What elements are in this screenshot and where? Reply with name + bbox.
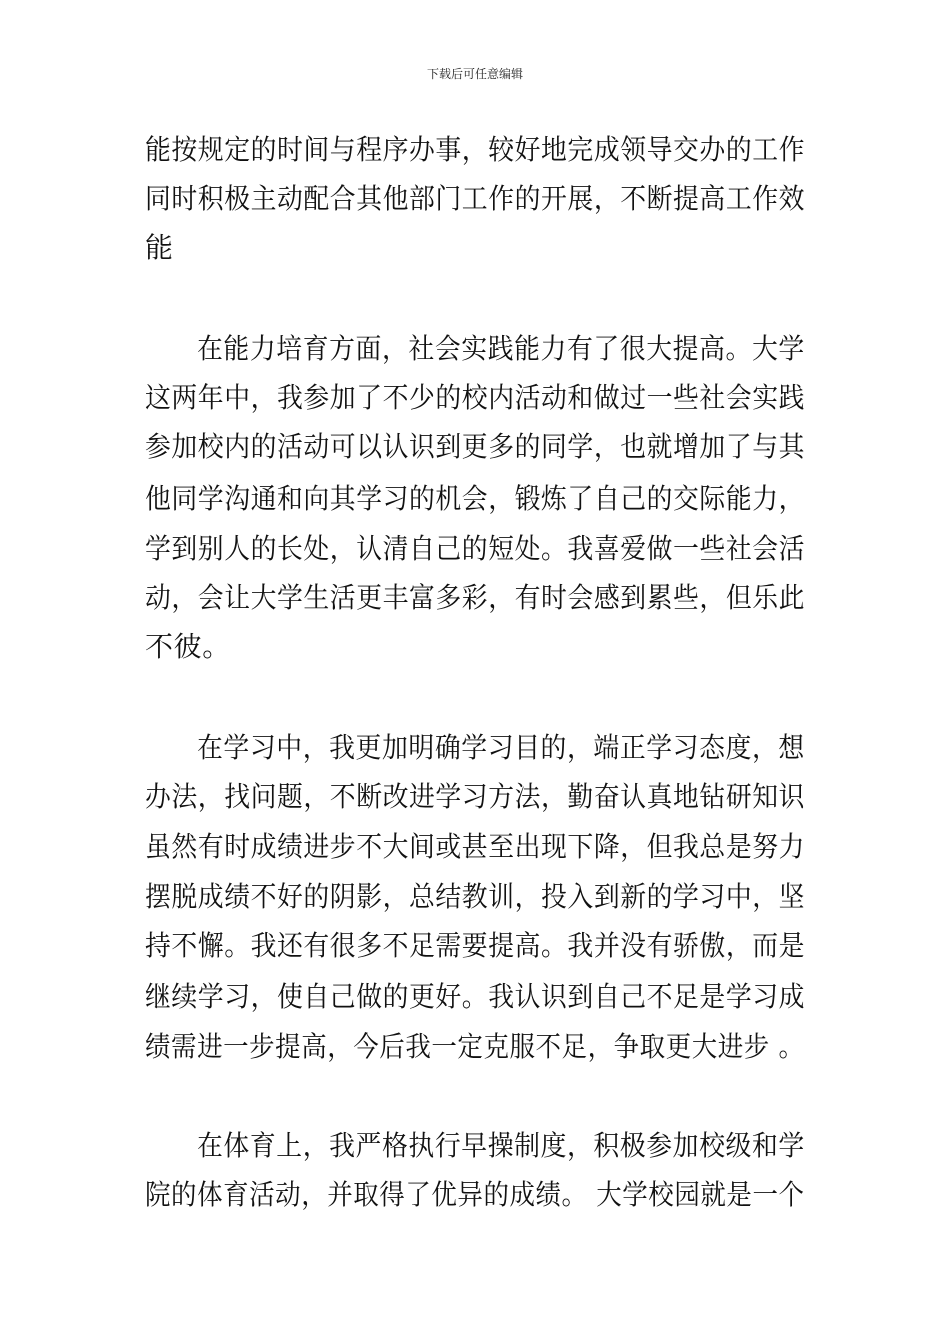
text-line: 院的体育活动，并取得了优异的成绩。 大学校园就是一个 xyxy=(145,1178,805,1211)
text-line: 能按规定的时间与程序办事，较好地完成领导交办的工作 xyxy=(145,133,806,166)
text-line: 继续学习，使自己做的更好。我认识到自己不足是学习成 xyxy=(145,980,806,1013)
text-line: 在体育上，我严格执行早操制度，积极参加校级和学 xyxy=(197,1129,805,1162)
text-line: 持不懈。我还有很多不足需要提高。我并没有骄傲，而是 xyxy=(145,929,806,962)
text-line: 虽然有时成绩进步不大间或甚至出现下降，但我总是努力 xyxy=(145,830,806,863)
text-line: 参加校内的活动可以认识到更多的同学，也就增加了与其 xyxy=(145,430,806,463)
text-line: 不彼。 xyxy=(145,630,231,663)
text-line: 同时积极主动配合其他部门工作的开展，不断提高工作效 xyxy=(145,182,806,215)
text-line: 在能力培育方面，社会实践能力有了很大提高。大学 xyxy=(197,332,805,365)
text-line: 他同学沟通和向其学习的机会，锻炼了自己的交际能力， xyxy=(145,482,806,515)
page-header: 下载后可任意编辑 xyxy=(426,67,523,81)
text-line: 这两年中，我参加了不少的校内活动和做过一些社会实践 xyxy=(145,381,806,414)
text-line: 在学习中，我更加明确学习目的，端正学习态度，想 xyxy=(197,731,805,764)
text-line: 办法，找问题，不断改进学习方法，勤奋认真地钻研知识 xyxy=(145,780,806,813)
text-line: 学到别人的长处，认清自己的短处。我喜爱做一些社会活 xyxy=(145,532,806,565)
text-line: 动，会让大学生活更丰富多彩，有时会感到累些，但乐此 xyxy=(145,581,806,614)
text-line: 能 xyxy=(145,231,174,264)
text-line: 摆脱成绩不好的阴影，总结教训，投入到新的学习中，坚 xyxy=(145,880,806,913)
text-line: 绩需进一步提高，今后我一定克服不足，争取更大进步 。 xyxy=(145,1030,805,1063)
